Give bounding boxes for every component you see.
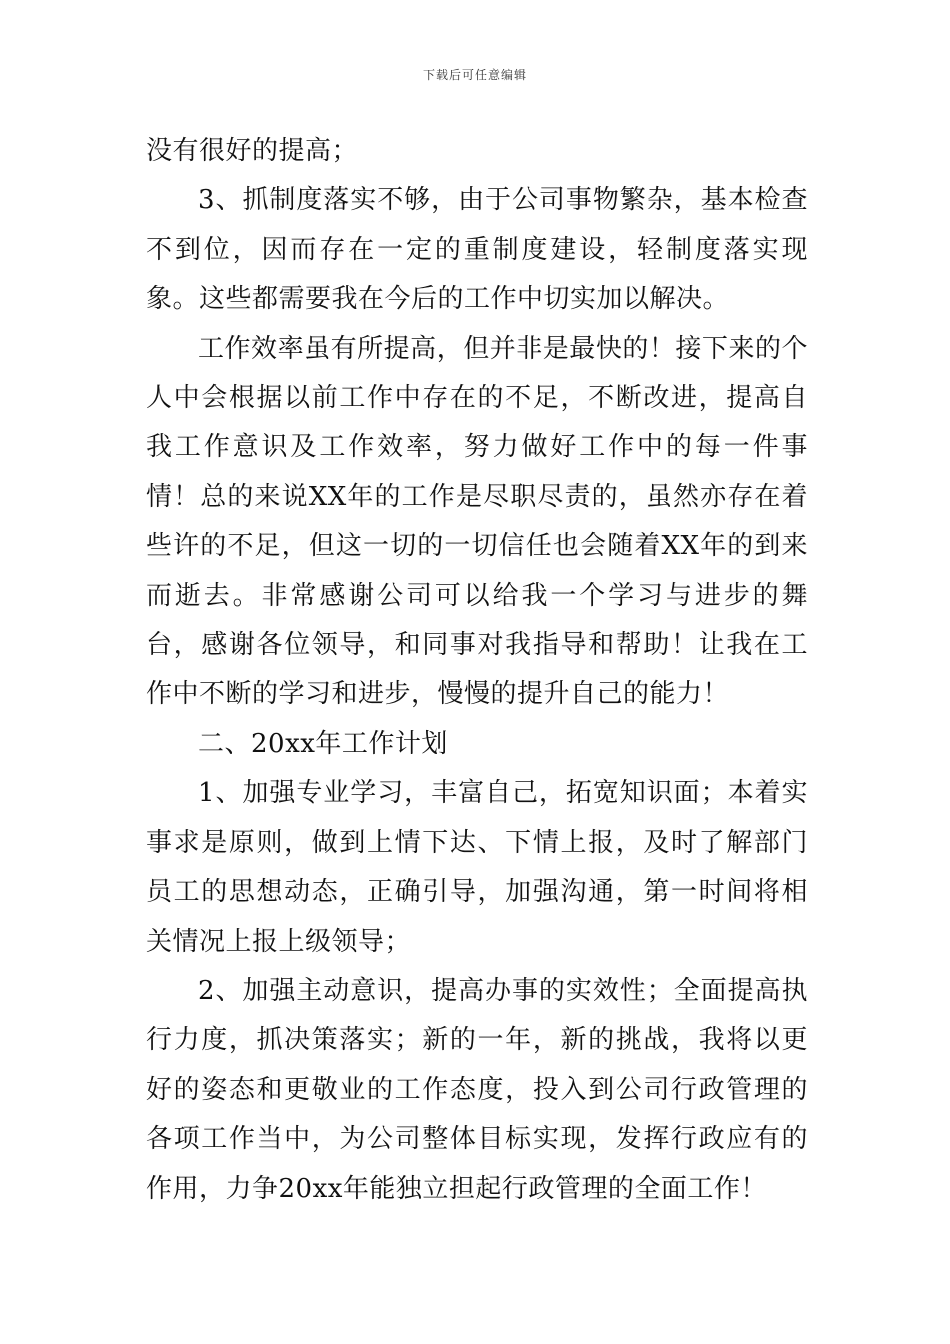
paragraph-continuation: 没有很好的提高； [146,136,359,166]
paragraph-plan-item-2: 2、加强主动意识，提高办事的实效性；全面提高执行力度，抓决策落实；新的一年，新的挑战，我将以更好的姿态和更敬业的工作态度，投入到公司行政管理的各项工作当中，为公司整体目标实现，发挥行政应有的作用，力争20xx年能独立担起行政管理的全面工作！ [146,975,808,1204]
document-body [146,127,808,1214]
paragraph-item-3: 3、抓制度落实不够，由于公司事物繁杂，基本检查不到位，因而存在一定的重制度建设，轻制度落实现象。这些都需要我在今后的工作中切实加以解决。 [146,185,808,315]
section-heading-work-plan: 二、20xx年工作计划 [198,728,448,759]
header-note: 下载后可任意编辑 [422,68,527,82]
paragraph-plan-item-1: 1、加强专业学习，丰富自己，拓宽知识面；本着实事求是原则，做到上情下达、下情上报，及时了解部门员工的思想动态，正确引导，加强沟通，第一时间将相关情况上报上级领导； [146,778,808,957]
paragraph-efficiency-summary: 工作效率虽有所提高，但并非是最快的！接下来的个人中会根据以前工作中存在的不足，不断改进，提高自我工作意识及工作效率，努力做好工作中的每一件事情！总的来说XX年的工作是尽职尽责的，虽然亦存在着些许的不足，但这一切的一切信任也会随着XX年的到来而逝去。非常感谢公司可以给我一个学习与进步的舞台，感谢各位领导，和同事对我指导和帮助！让我在工作中不断的学习和进步，慢慢的提升自己的能力！ [146,333,808,710]
